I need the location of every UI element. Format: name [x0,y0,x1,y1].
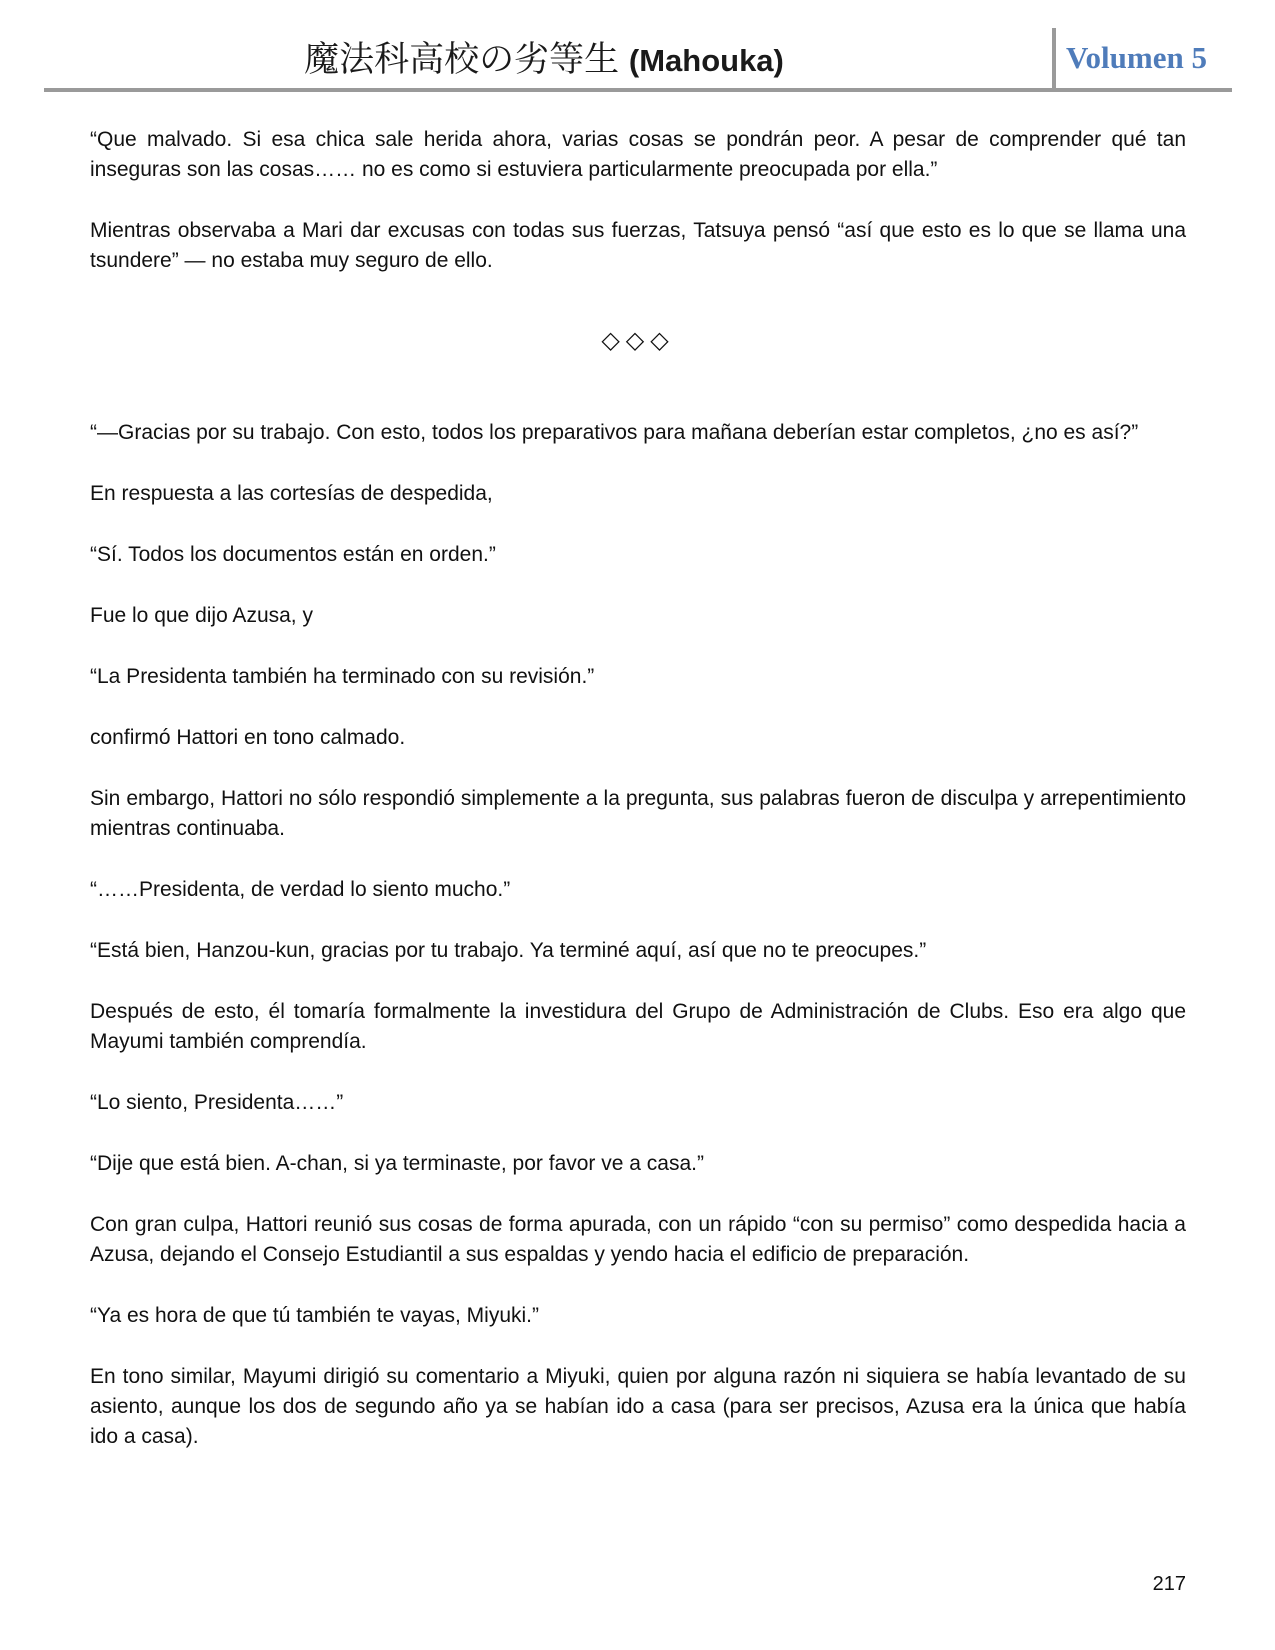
paragraph-3: “—Gracias por su trabajo. Con esto, todos los preparativos para mañana deberían estar completos, ¿no es así?” [90,421,1139,444]
paragraph-10: “……Presidenta, de verdad lo siento mucho.” [90,878,511,901]
paragraph-5: “Sí. Todos los documentos están en orden.” [90,543,496,566]
page-body [90,125,1186,1483]
paragraph-9: Sin embargo, Hattori no sólo respondió simplemente a la pregunta, sus palabras fueron de disculpa y arrepentimiento mientras continuaba. [90,787,1186,840]
paragraph-13: “Lo siento, Presidenta……” [90,1091,344,1114]
paragraph-1: “Que malvado. Si esa chica sale herida ahora, varias cosas se pondrán peor. A pesar de comprender qué tan inseguras son las cosas…… no es como si estuviera particularmente preocupada por ella.” [90,128,1186,181]
paragraph-2: Mientras observaba a Mari dar excusas con todas sus fuerzas, Tatsuya pensó “así que esto es lo que se llama una tsundere” — no estaba muy seguro de ello. [90,219,1186,272]
paragraph-8: confirmó Hattori en tono calmado. [90,726,406,749]
paragraph-6: Fue lo que dijo Azusa, y [90,604,313,627]
paragraph-15: Con gran culpa, Hattori reunió sus cosas de forma apurada, con un rápido “con su permiso” como despedida hacia a Azusa, dejando el Consejo Estudiantil a sus espaldas y yendo hacia el edificio de preparación. [90,1213,1186,1266]
paragraph-14: “Dije que está bien. A-chan, si ya terminaste, por favor ve a casa.” [90,1152,704,1175]
paragraph-16: “Ya es hora de que tú también te vayas, Miyuki.” [90,1304,539,1327]
paragraph-4: En respuesta a las cortesías de despedida, [90,482,493,505]
paragraph-17: En tono similar, Mayumi dirigió su comentario a Miyuki, quien por alguna razón ni siquiera se había levantado de su asiento, aunque los dos de segundo año ya se habían ido a casa (para ser precisos, Azusa era la única que había ido a casa). [90,1365,1186,1448]
header-title-japanese: 魔法科高校の劣等生 [304,40,620,80]
paragraph-7: “La Presidenta también ha terminado con su revisión.” [90,665,595,688]
page-number: 217 [1152,1573,1186,1595]
header-volume: Volumen 5 [1066,40,1207,75]
scene-separator: ◇◇◇ [601,326,675,354]
page-header [44,28,1232,92]
paragraph-12: Después de esto, él tomaría formalmente la investidura del Grupo de Administración de Clubs. Eso era algo que Mayumi también comprendía. [90,1000,1186,1053]
header-divider [1052,28,1056,92]
header-title-latin: (Mahouka) [628,43,784,78]
header-title [44,38,1044,83]
paragraph-11: “Está bien, Hanzou-kun, gracias por tu trabajo. Ya terminé aquí, así que no te preocupes.” [90,939,927,962]
